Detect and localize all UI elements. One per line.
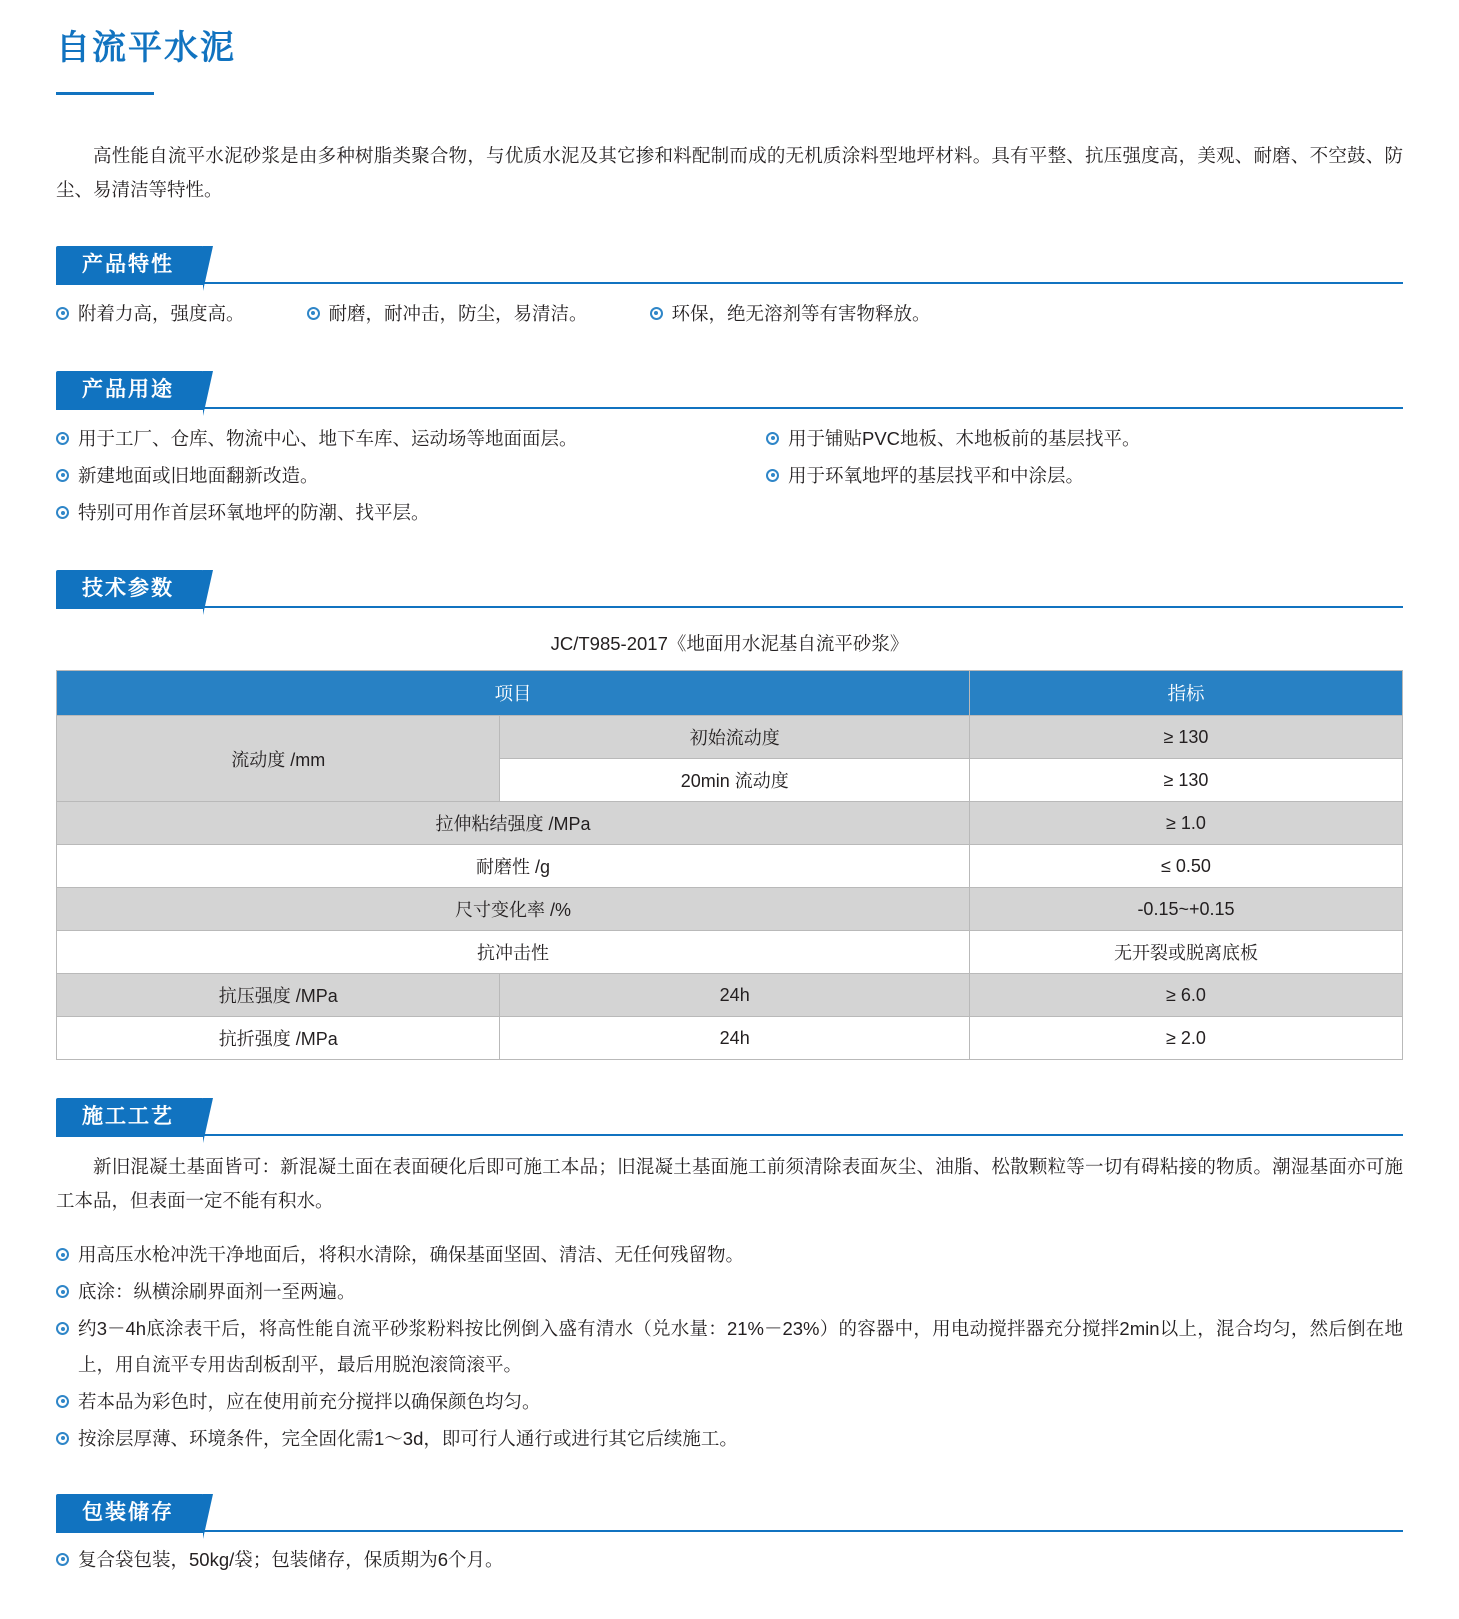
- cell-value: ≥ 2.0: [969, 1017, 1402, 1060]
- cell-value: ≥ 1.0: [969, 802, 1402, 845]
- section-technical: [56, 570, 1403, 1060]
- table-row: [57, 845, 1403, 888]
- table-row: [57, 802, 1403, 845]
- list-item-label: 按涂层厚薄、环境条件，完全固化需1～3d，即可行人通行或进行其它后续施工。: [78, 1427, 738, 1449]
- list-item-label: 新建地面或旧地面翻新改造。: [78, 464, 319, 486]
- cell-value: ≤ 0.50: [969, 845, 1402, 888]
- bullet-ring-icon: [56, 506, 69, 519]
- cell-sub: 24h: [500, 974, 970, 1017]
- list-item-label: 复合袋包装，50kg/袋；包装储存，保质期为6个月。: [78, 1548, 504, 1570]
- section-usage-header: [56, 371, 1403, 409]
- list-item: [56, 296, 245, 331]
- packaging-list: [56, 1542, 1403, 1577]
- bullet-ring-icon: [766, 469, 779, 482]
- table-row: [57, 716, 1403, 759]
- list-item-label: 环保，绝无溶剂等有害物释放。: [671, 302, 931, 324]
- list-item-label: 用于工厂、仓库、物流中心、地下车库、运动场等地面面层。: [78, 427, 578, 449]
- list-item-label: 用于铺贴PVC地板、木地板前的基层找平。: [788, 427, 1141, 449]
- section-usage-title: 产品用途: [56, 371, 204, 410]
- list-item: [56, 1237, 1403, 1272]
- bullet-ring-icon: [56, 1432, 69, 1445]
- list-item-label: 特别可用作首层环氧地坪的防潮、找平层。: [78, 502, 430, 524]
- list-item-label: 附着力高，强度高。: [78, 302, 245, 324]
- list-item-label: 底涂：纵横涂刷界面剂一至两遍。: [78, 1281, 356, 1303]
- list-item: [650, 296, 931, 331]
- process-list: [56, 1237, 1403, 1456]
- title-underline: [56, 92, 154, 95]
- table-header-row: [57, 671, 1403, 716]
- section-packaging-header: [56, 1494, 1403, 1532]
- page-title: 自流平水泥: [56, 29, 236, 67]
- cell-name: 尺寸变化率 /%: [57, 888, 970, 931]
- list-item-label: 约3－4h底涂表干后，将高性能自流平砂浆粉料按比例倒入盛有清水（兑水量：21%－23%）的容器中，用电动搅拌器充分搅拌2min以上，混合均匀，然后倒在地上，用自流平专用齿刮板刮平，最后用脱泡滚筒滚平。: [78, 1318, 1403, 1375]
- list-item: [56, 1274, 1403, 1309]
- list-item-label: 用高压水枪冲洗干净地面后，将积水清除，确保基面坚固、清洁、无任何残留物。: [78, 1244, 745, 1266]
- technical-parameters-table: [56, 670, 1403, 1060]
- list-item: [56, 495, 766, 530]
- list-item: [56, 1384, 1403, 1419]
- cell-value: ≥ 130: [969, 759, 1402, 802]
- list-item: [766, 458, 1403, 493]
- usage-list: [56, 421, 1403, 532]
- process-paragraph: 新旧混凝土基面皆可：新混凝土面在表面硬化后即可施工本品；旧混凝土基面施工前须清除表面灰尘、油脂、松散颗粒等一切有碍粘接的物质。潮湿基面亦可施工本品，但表面一定不能有积水。: [56, 1156, 1403, 1212]
- section-process-header: [56, 1098, 1403, 1136]
- bullet-ring-icon: [56, 1248, 69, 1261]
- section-features-title: 产品特性: [56, 246, 204, 285]
- cell-value: ≥ 130: [969, 716, 1402, 759]
- section-packaging-title: 包装储存: [56, 1494, 204, 1533]
- cell-sub: 24h: [500, 1017, 970, 1060]
- cell-sub: 20min 流动度: [500, 759, 970, 802]
- list-item: [56, 421, 766, 456]
- section-process: [56, 1098, 1403, 1456]
- intro-paragraph: 高性能自流平水泥砂浆是由多种树脂类聚合物，与优质水泥及其它掺和料配制而成的无机质涂料型地坪材料。具有平整、抗压强度高，美观、耐磨、不空鼓、防尘、易清洁等特性。: [56, 145, 1403, 201]
- column-header-item: 项目: [57, 671, 970, 716]
- bullet-ring-icon: [56, 1285, 69, 1298]
- section-technical-title: 技术参数: [56, 570, 204, 609]
- table-caption: JC/T985-2017《地面用水泥基自流平砂浆》: [550, 633, 909, 655]
- bullet-ring-icon: [56, 1395, 69, 1408]
- section-features-header: [56, 246, 1403, 284]
- cell-sub: 初始流动度: [500, 716, 970, 759]
- cell-value: 无开裂或脱离底板: [969, 931, 1402, 974]
- cell-name: 抗折强度 /MPa: [57, 1017, 500, 1060]
- column-header-index: 指标: [969, 671, 1402, 716]
- list-item: [56, 1421, 1403, 1456]
- cell-name: 流动度 /mm: [57, 716, 500, 802]
- list-item: [766, 421, 1403, 456]
- bullet-ring-icon: [56, 432, 69, 445]
- cell-name: 抗冲击性: [57, 931, 970, 974]
- cell-name: 耐磨性 /g: [57, 845, 970, 888]
- features-list: [56, 296, 1403, 333]
- section-packaging: [56, 1494, 1403, 1577]
- table-row: [57, 931, 1403, 974]
- list-item: [56, 1542, 1403, 1577]
- section-process-title: 施工工艺: [56, 1098, 204, 1137]
- bullet-ring-icon: [56, 307, 69, 320]
- table-row: [57, 974, 1403, 1017]
- list-item-label: 耐磨，耐冲击，防尘，易清洁。: [328, 302, 588, 324]
- cell-name: 拉伸粘结强度 /MPa: [57, 802, 970, 845]
- list-item: [307, 296, 588, 331]
- list-item: [56, 1311, 1403, 1381]
- list-item: [56, 458, 766, 493]
- list-item-label: 若本品为彩色时，应在使用前充分搅拌以确保颜色均匀。: [78, 1390, 541, 1412]
- cell-value: ≥ 6.0: [969, 974, 1402, 1017]
- bullet-ring-icon: [56, 469, 69, 482]
- list-item-label: 用于环氧地坪的基层找平和中涂层。: [788, 464, 1085, 486]
- cell-value: -0.15~+0.15: [969, 888, 1402, 931]
- section-features: [56, 246, 1403, 333]
- cell-name: 抗压强度 /MPa: [57, 974, 500, 1017]
- bullet-ring-icon: [56, 1553, 69, 1566]
- bullet-ring-icon: [650, 307, 663, 320]
- table-row: [57, 1017, 1403, 1060]
- bullet-ring-icon: [307, 307, 320, 320]
- section-technical-header: [56, 570, 1403, 608]
- table-row: [57, 888, 1403, 931]
- bullet-ring-icon: [56, 1322, 69, 1335]
- bullet-ring-icon: [766, 432, 779, 445]
- section-usage: [56, 371, 1403, 532]
